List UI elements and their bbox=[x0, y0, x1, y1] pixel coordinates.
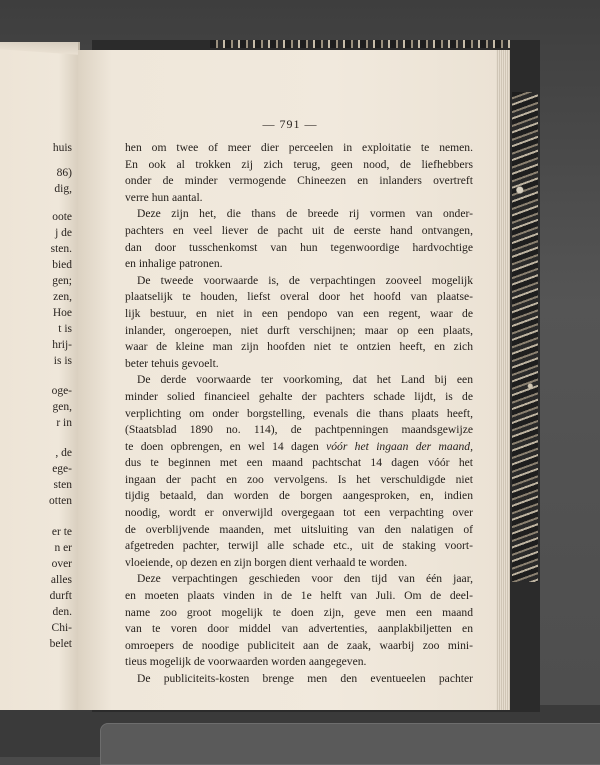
text-line-content: en moeten plaats vinden in de 1e helft van Juli. Om de deel- bbox=[125, 589, 473, 603]
text-line-content: De derde voorwaarde ter voorkoming, dat het Land bij een bbox=[137, 373, 473, 387]
left-page-fragment: Hoe bbox=[52, 307, 72, 319]
text-line bbox=[125, 323, 473, 340]
text-line-content: hen om twee of meer dier perceelen in exploitatie te nemen. bbox=[125, 141, 473, 154]
text-line-content: en inhalige patronen. bbox=[125, 257, 223, 271]
text-line-content: name zoo groot mogelijk te doen zijn, geve men een maand bbox=[125, 605, 473, 619]
body-text bbox=[125, 140, 473, 688]
page-number: — 791 — bbox=[262, 117, 318, 131]
left-page-fragment: dig, bbox=[54, 183, 72, 195]
text-line-content: minder solied financieel gehalte der pachters schade lijdt, is de bbox=[125, 389, 473, 403]
text-line bbox=[125, 240, 473, 257]
text-line bbox=[125, 256, 473, 273]
text-line-content: verre hun aantal. bbox=[125, 190, 203, 204]
text-line bbox=[125, 621, 473, 638]
bottom-surface bbox=[0, 705, 600, 757]
text-line bbox=[125, 339, 473, 356]
text-line bbox=[125, 157, 473, 174]
left-page-fragment: 86) bbox=[56, 167, 72, 179]
left-page-fragment: otten bbox=[49, 495, 72, 507]
text-line-content: tieus mogelijk de voorwaarden worden aangegeven. bbox=[125, 655, 367, 669]
text-line bbox=[125, 306, 473, 323]
text-line-content: omroepers de noodige publiciteit aan de zaak, waarbij zoo mini- bbox=[125, 638, 473, 652]
text-line-content: noodig, wordt er onverwijld overgegaan tot een verpachting over bbox=[125, 506, 473, 520]
text-line bbox=[125, 654, 473, 671]
text-line bbox=[125, 439, 473, 456]
text-line-content: te doen opbrengen, en wel 14 dagen bbox=[125, 439, 319, 453]
text-line-content: de overblijvende maanden, met uitsluiting van den nalatigen of bbox=[125, 522, 473, 536]
bottom-slot bbox=[100, 723, 600, 765]
text-line-content: onder de minder vermogende Chineezen en inlanders overtreft bbox=[125, 174, 473, 188]
left-page-fragment: alles bbox=[50, 574, 72, 586]
text-line-content: afgetreden pachter, terwijl alle schade etc., uit de staking voort- bbox=[125, 539, 473, 553]
left-page-fragment: gen; bbox=[52, 275, 72, 287]
text-line bbox=[125, 173, 473, 190]
left-page-fragment: sten. bbox=[50, 243, 72, 255]
left-page-fragment: huis bbox=[52, 142, 72, 154]
text-line bbox=[125, 522, 473, 539]
text-line-content: beter tehuis gevoelt. bbox=[125, 356, 219, 370]
text-line-content: De tweede voorwaarde is, de verpachtingen zooveel mogelijk bbox=[137, 273, 473, 287]
text-line bbox=[125, 472, 473, 489]
text-line bbox=[125, 206, 473, 223]
left-page-fragment: er te bbox=[51, 526, 72, 538]
text-line-content: van te voren door middel van advertenties, aanplakbiljetten en bbox=[125, 622, 473, 636]
text-line bbox=[125, 638, 473, 655]
left-page-fragment: ege- bbox=[52, 463, 72, 475]
text-line bbox=[125, 273, 473, 290]
text-line bbox=[125, 555, 473, 572]
text-line-content: lijk bestuur, en niet in een pendopo van een regent, waar de bbox=[125, 306, 473, 320]
text-line-italic: vóór het ingaan der maand, bbox=[326, 439, 473, 453]
left-page bbox=[0, 42, 80, 710]
text-line-content: pachters en veel liever de pacht uit de eerste hand ontvangen, bbox=[125, 223, 473, 237]
text-line bbox=[125, 372, 473, 389]
text-line-content: dan door tusschenkomst van hun tegenwoordige hardvochtige bbox=[125, 240, 473, 254]
text-line-content: (Staatsblad 1890 no. 114), de pachtpenningen maandsgewijze bbox=[125, 423, 473, 437]
text-line bbox=[125, 289, 473, 306]
left-page-fragment: n er bbox=[54, 542, 72, 554]
marbled-cover-top bbox=[210, 40, 510, 48]
left-page-fragment: , de bbox=[55, 447, 72, 459]
left-page-fragment: is is bbox=[53, 355, 72, 367]
text-line bbox=[125, 223, 473, 240]
text-line bbox=[125, 505, 473, 522]
text-line-content: dus te beginnen met een maand pachtschat 14 dagen vóór het bbox=[125, 456, 473, 470]
text-line-content: vloeiende, op dezen en zijn borgen dient verhaald te worden. bbox=[125, 555, 408, 569]
left-page-fragment: gen, bbox=[52, 401, 72, 413]
left-page-fragment: hrij- bbox=[52, 339, 72, 351]
left-page-fragment: oge- bbox=[51, 385, 72, 397]
text-line bbox=[125, 190, 473, 207]
left-page-fragment: sten bbox=[53, 479, 72, 491]
left-page-fragment: zen, bbox=[53, 291, 72, 303]
text-line bbox=[125, 406, 473, 423]
left-page-fragment: oote bbox=[52, 211, 72, 223]
text-line bbox=[125, 455, 473, 472]
left-page-fragment: bied bbox=[52, 259, 72, 271]
text-line-content: Deze verpachtingen geschieden voor den tijd van één jaar, bbox=[137, 572, 473, 586]
text-line-content: verplichting om onder borgstelling, evenals die thans plaats heeft, bbox=[125, 406, 473, 420]
marbled-cover-edge bbox=[512, 92, 538, 582]
left-page-fragment: durft bbox=[49, 590, 72, 602]
text-line bbox=[125, 356, 473, 373]
text-line-content: waar de kleine man zijn hoofden niet te ontzien heeft, en zich bbox=[125, 340, 473, 354]
text-line bbox=[125, 422, 473, 439]
text-line-content: tijdig betaald, dan worden de borgen aangesproken, en, indien bbox=[125, 489, 473, 503]
page-stack-edges bbox=[496, 50, 510, 710]
text-line-content: En ook al trokken zij zich terug, geen nood, de liefhebbers bbox=[125, 157, 473, 171]
text-line-content: ingaan der pacht en zoo vervolgens. Is het verschuldigde niet bbox=[125, 472, 473, 486]
left-page-fragment: t is bbox=[58, 323, 72, 335]
text-line bbox=[125, 588, 473, 605]
text-line-content: inlander, ongeroepen, niet durft verschijnen; maar op een plaats, bbox=[125, 323, 473, 337]
left-page-fragment: Chi- bbox=[51, 622, 72, 634]
left-page-fragment: over bbox=[51, 558, 72, 570]
text-line bbox=[125, 538, 473, 555]
text-line bbox=[125, 488, 473, 505]
text-line bbox=[125, 571, 473, 588]
text-line bbox=[125, 140, 473, 157]
left-page-fragment: den. bbox=[52, 606, 72, 618]
text-line bbox=[125, 389, 473, 406]
text-line-content: plaatselijk te houden, liefst overal door het hoofd van plaatse- bbox=[125, 290, 473, 304]
text-line bbox=[125, 605, 473, 622]
text-line bbox=[125, 671, 473, 688]
left-page-fragment: belet bbox=[49, 638, 72, 650]
left-page-fragment: r in bbox=[56, 417, 72, 429]
text-line-content: De publiciteits-kosten brenge men den eventueelen pachter bbox=[137, 672, 473, 685]
text-line-content: Deze zijn het, die thans de breede rij vormen van onder- bbox=[137, 207, 473, 221]
left-page-fragment: j de bbox=[55, 227, 72, 239]
left-page-curl bbox=[0, 42, 78, 55]
